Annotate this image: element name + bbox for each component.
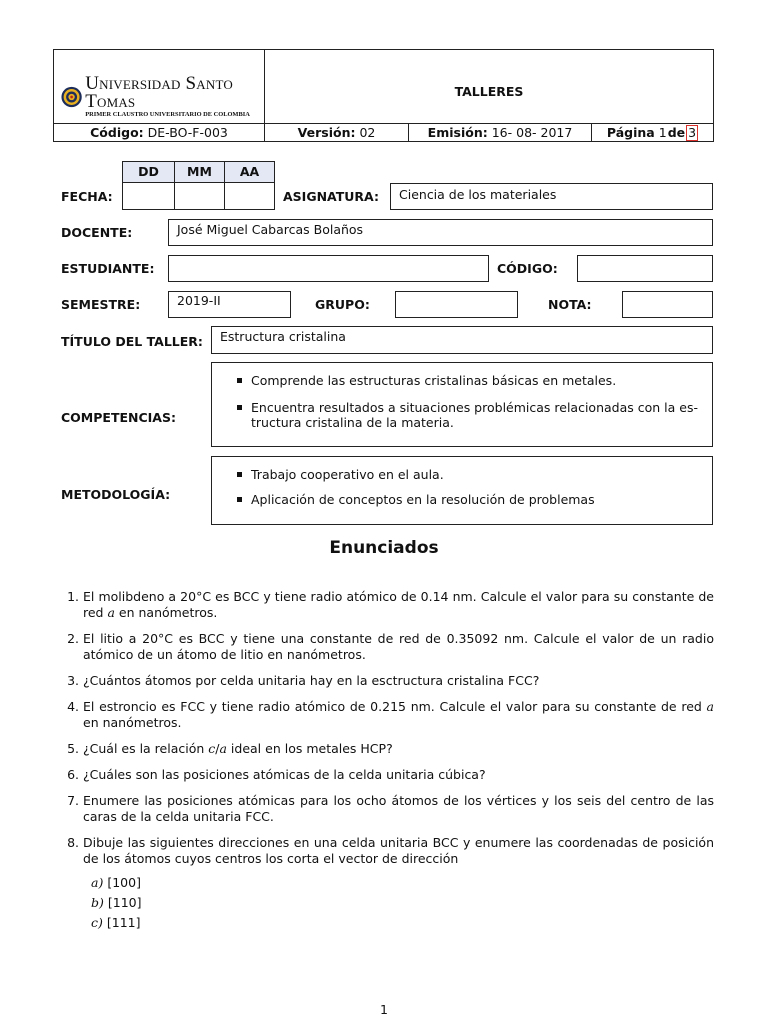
docente-value: José Miguel Cabarcas Bolaños xyxy=(177,222,364,237)
titulo-label: TÍTULO DEL TALLER: xyxy=(61,334,203,349)
subitem xyxy=(91,893,714,913)
subitem-text: [110] xyxy=(107,895,142,910)
questions-list xyxy=(61,589,714,943)
titulo-field[interactable] xyxy=(211,326,713,354)
codigo-value: DE-BO-F-003 xyxy=(147,125,228,140)
question-text: ¿Cuál es la relación c/a ideal en los metales HCP? xyxy=(83,741,393,756)
header-title-cell xyxy=(264,49,714,124)
question-number: 2. xyxy=(67,631,79,646)
competencia-item: Comprende las estructuras cristalinas básicas en metales. xyxy=(237,373,704,388)
question-item xyxy=(61,699,714,731)
competencia-item-text-line2: tructura cristalina de la materia. xyxy=(251,415,454,430)
question-text: ¿Cuántos átomos por celda unitaria hay en la esctructura cristalina FCC? xyxy=(83,673,540,688)
question-number: 7. xyxy=(67,793,79,808)
version-label: Versión: xyxy=(297,125,356,140)
de-label: de xyxy=(667,125,686,140)
asignatura-label: ASIGNATURA: xyxy=(283,189,379,204)
asignatura-value: Ciencia de los materiales xyxy=(399,187,557,202)
titulo-value: Estructura cristalina xyxy=(220,329,346,344)
question-text: Enumere las posiciones atómicas para los ocho átomos de los vértices y los seis del centro de las caras de la celda unitaria FCC. xyxy=(83,793,714,824)
metodologia-list xyxy=(237,467,704,507)
date-header-dd xyxy=(122,161,175,183)
question-number: 8. xyxy=(67,835,79,850)
university-seal-icon xyxy=(61,85,82,109)
question-item xyxy=(61,793,714,825)
university-logo xyxy=(61,75,264,119)
date-dd-field[interactable] xyxy=(122,182,175,210)
estudiante-field[interactable] xyxy=(168,255,489,282)
competencia-item-text-line1: Encuentra resultados a situaciones problémicas relacionadas con la es- xyxy=(251,400,698,415)
metodologia-label: METODOLOGÍA: xyxy=(61,487,171,502)
university-tagline: PRIMER CLAUSTRO UNIVERSITARIO DE COLOMBIA xyxy=(85,111,250,118)
date-aa-field[interactable] xyxy=(224,182,275,210)
emision-label: Emisión: xyxy=(427,125,488,140)
competencias-box xyxy=(211,362,713,447)
emision-value: 16- 08- 2017 xyxy=(491,125,573,140)
subitem-letter: c) xyxy=(91,915,103,930)
header-version-cell xyxy=(264,123,409,142)
question-item xyxy=(61,767,714,783)
question-item xyxy=(61,631,714,663)
pagina-label: Página xyxy=(606,125,655,140)
question-number: 6. xyxy=(67,767,79,782)
pagina-value: 1 xyxy=(658,125,667,140)
question-text: Dibuje las siguientes direcciones en una celda unitaria BCC y enumere las coordenadas de posición de los átomos cuyos centros los corta el vector de dirección xyxy=(83,835,714,866)
university-name: Universidad Santo Tomas xyxy=(85,73,233,112)
date-mm-field[interactable] xyxy=(174,182,225,210)
semestre-field[interactable] xyxy=(168,291,291,318)
subitem xyxy=(91,873,714,893)
question-text: El litio a 20°C es BCC y tiene una constante de red de 0.35092 nm. Calcule el valor de un radio atómico de un átomo de litio en nanómetros. xyxy=(83,631,714,662)
question-item xyxy=(61,589,714,621)
question-number: 4. xyxy=(67,699,79,714)
metodologia-box xyxy=(211,456,713,525)
docente-field[interactable] xyxy=(168,219,713,246)
question-text: ¿Cuáles son las posiciones atómicas de la celda unitaria cúbica? xyxy=(83,767,486,782)
metodologia-item: Aplicación de conceptos en la resolución de problemas xyxy=(237,492,704,507)
codigo-estudiante-field[interactable] xyxy=(577,255,713,282)
question-item xyxy=(61,673,714,689)
date-header-mm-label: MM xyxy=(187,164,212,179)
total-pages-box: 3 xyxy=(688,124,697,140)
subitem xyxy=(91,913,714,933)
competencia-item xyxy=(237,400,704,430)
grupo-label: GRUPO: xyxy=(315,297,370,312)
header-logo-cell xyxy=(53,49,265,124)
metodologia-item: Trabajo cooperativo en el aula. xyxy=(237,467,704,482)
semestre-value: 2019-II xyxy=(177,293,221,308)
header-emision-cell xyxy=(408,123,592,142)
question-item xyxy=(61,835,714,933)
question-number: 5. xyxy=(67,741,79,756)
competencias-list xyxy=(237,373,704,430)
subitem-letter: a) xyxy=(91,875,104,890)
question-text: El estroncio es FCC y tiene radio atómico de 0.215 nm. Calcule el valor para su constante de red a en nanómetros. xyxy=(83,699,714,730)
estudiante-label: ESTUDIANTE: xyxy=(61,261,155,276)
nota-field[interactable] xyxy=(622,291,713,318)
question-number: 3. xyxy=(67,673,79,688)
date-header-aa-label: AA xyxy=(239,164,260,179)
competencias-label: COMPETENCIAS: xyxy=(61,410,176,425)
subitems-list xyxy=(91,873,714,933)
date-header-mm xyxy=(174,161,225,183)
subitem-text: [100] xyxy=(107,875,141,890)
semestre-label: SEMESTRE: xyxy=(61,297,141,312)
date-header-aa xyxy=(224,161,275,183)
subitem-letter: b) xyxy=(91,895,104,910)
version-value: 02 xyxy=(359,125,376,140)
date-header-dd-label: DD xyxy=(138,164,159,179)
subitem-text: [111] xyxy=(106,915,141,930)
grupo-field[interactable] xyxy=(395,291,518,318)
question-number: 1. xyxy=(67,589,79,604)
codigo-estudiante-label: CÓDIGO: xyxy=(497,261,558,276)
docente-label: DOCENTE: xyxy=(61,225,133,240)
nota-label: NOTA: xyxy=(548,297,592,312)
codigo-label: Código: xyxy=(90,125,144,140)
footer-page-number: 1 xyxy=(380,1002,388,1017)
header-codigo-cell xyxy=(53,123,265,142)
doc-type-title: TALLERES xyxy=(454,84,524,99)
asignatura-field[interactable] xyxy=(390,183,713,210)
section-title: Enunciados xyxy=(329,538,439,558)
fecha-label: FECHA: xyxy=(61,189,113,204)
header-pagina-cell xyxy=(591,123,714,142)
question-text: El molibdeno a 20°C es BCC y tiene radio atómico de 0.14 nm. Calcule el valor para su constante de red a en nanómetros. xyxy=(83,589,714,620)
question-item xyxy=(61,741,714,757)
